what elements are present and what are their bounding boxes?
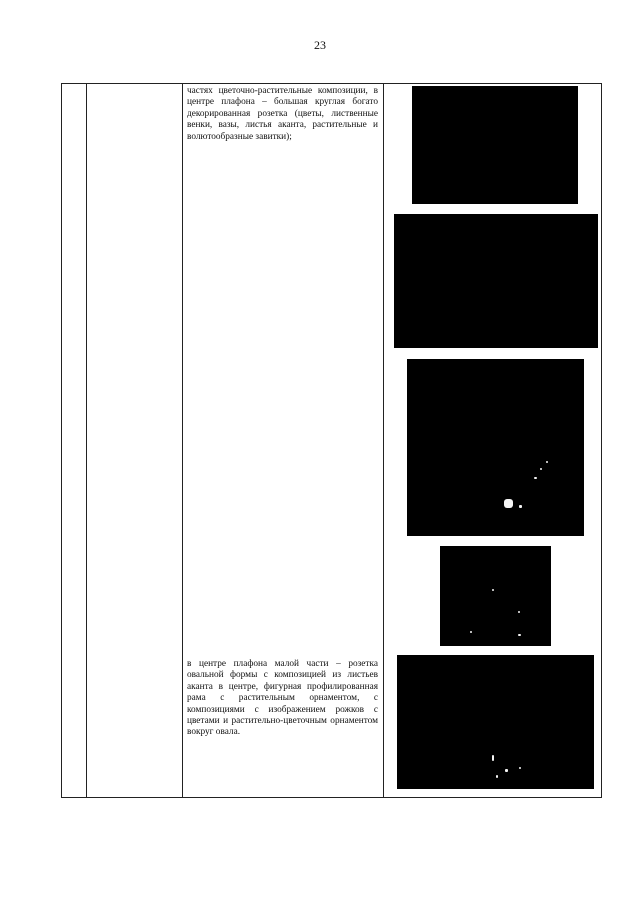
ceiling-photo <box>412 86 578 204</box>
description-cell-text: в центре плафона малой части – розетка овальной формы с композицией из листьев аканта в центре, фигурная профилированная рама с растительным орнаментом, с композициями с изображением рожков с цветами и растительно-цветочным орнаментом вокруг овала. <box>187 659 378 738</box>
page-number: 23 <box>314 38 326 52</box>
table-column-border <box>383 83 384 798</box>
description-cell-text: частях цветочно-растительные композиции, в центре плафона – большая круглая богато декорированная розетка (цветы, лиственные венки, вазы, листья аканта, растительные и волютообразные завитки); <box>187 86 378 142</box>
ceiling-photo <box>407 359 584 536</box>
ceiling-photo <box>397 655 594 789</box>
table-bottom-border <box>61 797 602 798</box>
table-column-border <box>86 83 87 798</box>
table-column-border <box>601 83 602 798</box>
table-column-border <box>61 83 62 798</box>
ceiling-photo <box>394 214 598 348</box>
table-top-border <box>61 83 602 84</box>
ceiling-photo <box>440 546 551 646</box>
table-column-border <box>182 83 183 798</box>
